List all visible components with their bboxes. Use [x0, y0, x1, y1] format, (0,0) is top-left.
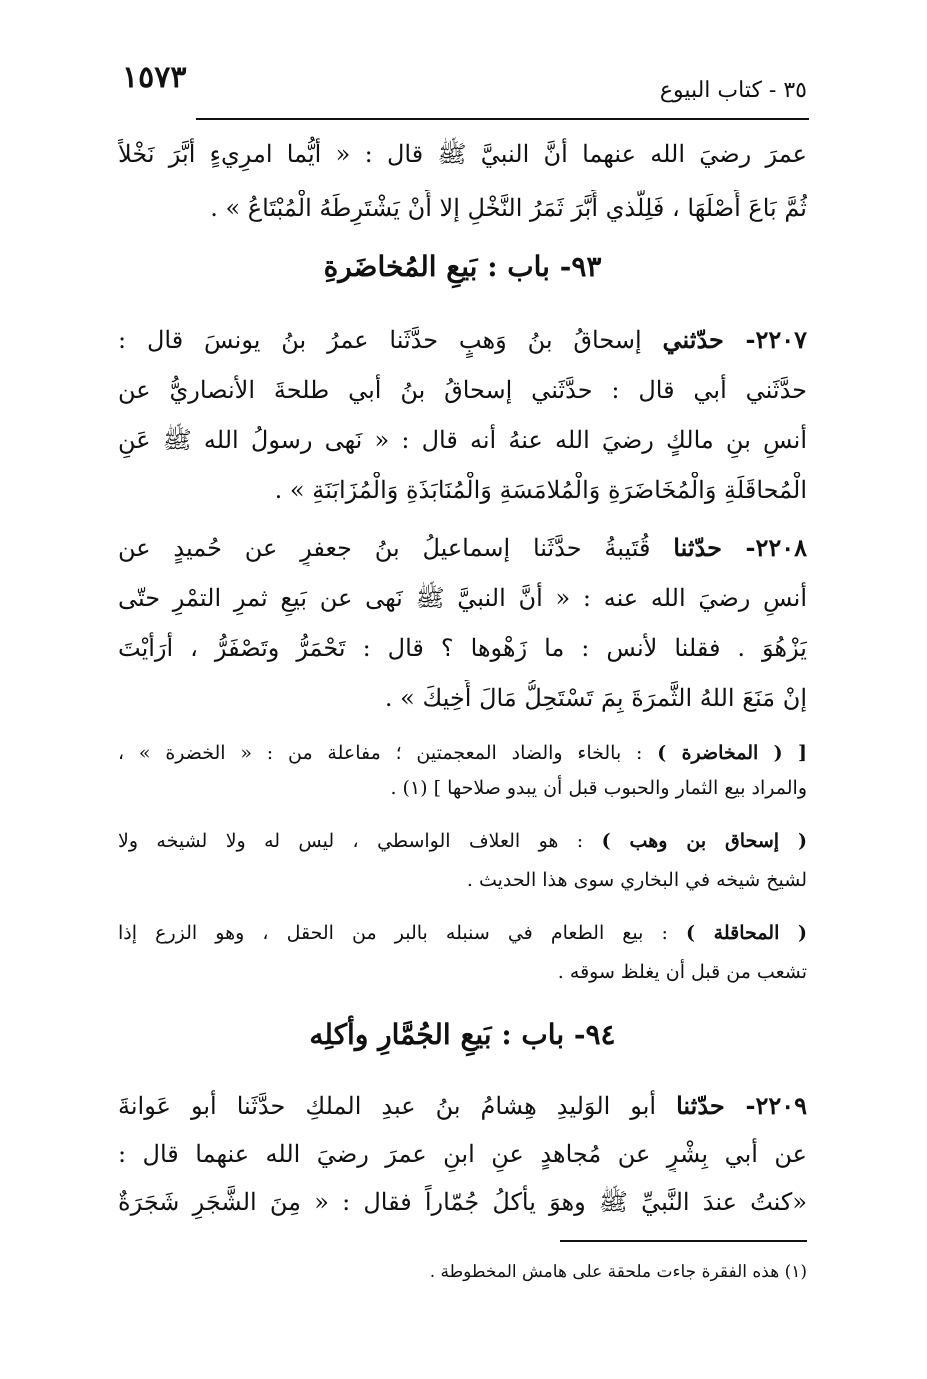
hadith-2208-line-2: أنسٍ رضيَ الله عنه : « أنَّ النبيَّ ﷺ نَهى عن بَيعِ ثمرِ التمْرِ حتّى — [118, 584, 807, 612]
continuation-line-2: ثُمَّ بَاعَ أَصْلَهَا ، فَلِلَّذي أَبَّرَ ثَمَرُ النَّخْلِ إلا أَنْ يَشْتَرِطَهُ الْمُبْتَاعُ » . — [210, 194, 807, 222]
chapter-94-title: ٩٤- باب : بَيعِ الجُمَّارِ وأكلِه — [309, 1018, 616, 1051]
hadith-2208-line-4: إنْ مَنَعَ اللهُ الثَّمرَةَ بِمَ تَسْتَحِلُّ مَالَ أَخِيكَ » . — [384, 684, 807, 712]
continuation-line-1: عمرَ رضيَ الله عنهما أنَّ النبيَّ ﷺ قال : « أيُّما امرِيءٍ أبَّرَ نَخْلاً — [118, 140, 807, 168]
note-2-line-2: لشيخ شيخه في البخاري سوى هذا الحديث . — [466, 869, 807, 891]
hadith-2209-line-3: «كنتُ عندَ النَّبيِّ ﷺ وهوَ يأكلُ جُمّاراً فقال : « مِنَ الشَّجَرِ شَجَرَةٌ — [118, 1188, 807, 1216]
hadith-2207-line-3: أنسِ بنِ مالكٍ رضيَ الله عنهُ أنه قال : « نَهى رسولُ الله ﷺ عَنِ — [118, 426, 807, 454]
hadith-2209-line-1-text: أبو الوَليدِ هِشامُ بنُ عبدِ الملكِ حدَّثَنا أبو عَوانةَ — [118, 1092, 657, 1120]
footnote: (١) هذه الفقرة جاءت ملحقة على هامش المخطوطة . — [429, 1262, 807, 1282]
note-3-line-1 — [118, 918, 807, 948]
running-head: ٣٥ - كتاب البيوع — [659, 78, 807, 103]
hadith-2208-line-1-text: قُتَيبةُ حدَّثَنا إسماعيلُ بنُ جعفرٍ عن حُميدٍ عن — [118, 534, 651, 562]
hadith-2208-line-1 — [118, 530, 807, 566]
page-number: ١٥٧٣ — [122, 60, 187, 95]
chapter-93-title: ٩٣- باب : بَيعِ المُخاضَرةِ — [323, 250, 602, 283]
hadith-2207-number: ٢٢٠٧- حدّثني — [662, 325, 807, 354]
note-1-text: : بالخاء والضاد المعجمتين ؛ مفاعلة من : « الخضرة » ، — [118, 742, 643, 764]
note-3-text: : بيع الطعام في سنبله بالبر من الحقل ، وهو الزرع إذا — [118, 922, 668, 944]
note-3-line-2: تشعب من قبل أن يغلظ سوقه . — [557, 961, 807, 983]
hadith-2209-number: ٢٢٠٩- حدّثنا — [676, 1091, 807, 1120]
note-1-line-2: والمراد بيع الثمار والحبوب قبل أن يبدو صلاحها ] (١) . — [390, 777, 807, 799]
note-2-line-1 — [118, 826, 807, 856]
note-2-term: ( إسحاق بن وهب ) — [601, 830, 807, 852]
hadith-2207-line-2: حدَّثَني أبي قال : حدَّثَني إسحاقُ بنُ أبي طلحةَ الأنصاريُّ عن — [118, 376, 807, 404]
note-2-text: : هو العلاف الواسطي ، ليس له ولا لشيخه ولا — [118, 830, 584, 852]
hadith-2207-line-4: الْمُحاقَلَةِ وَالْمُخَاضَرَةِ وَالْمُلامَسَةِ وَالْمُنَابَذَةِ وَالْمُزَابَنَةِ » . — [274, 476, 807, 504]
footnote-rule — [560, 1240, 807, 1242]
hadith-2209-line-2: عن أبي بِشْرٍ عن مُجاهدٍ عنِ ابنِ عمرَ رضيَ الله عنهما قال : — [118, 1140, 807, 1168]
note-1-line-1 — [118, 738, 807, 768]
note-1-term: [ ( المخاضرة ) — [657, 742, 807, 764]
hadith-2207-line-1 — [118, 322, 807, 358]
note-3-term: ( المحاقلة ) — [686, 922, 807, 944]
hadith-2209-line-1 — [118, 1088, 807, 1124]
hadith-2208-line-3: يَزْهُوَ . فقلنا لأنس : ما زَهْوها ؟ قال : تَحْمَرُّ وتَصْفَرُّ ، أرَأيْتَ — [118, 634, 807, 662]
hadith-2207-line-1-text: إسحاقُ بنُ وَهبٍ حدَّثَنا عمرُ بنُ يونسَ قال : — [118, 326, 642, 354]
hadith-2208-number: ٢٢٠٨- حدّثنا — [673, 533, 807, 562]
header-rule — [196, 118, 809, 120]
